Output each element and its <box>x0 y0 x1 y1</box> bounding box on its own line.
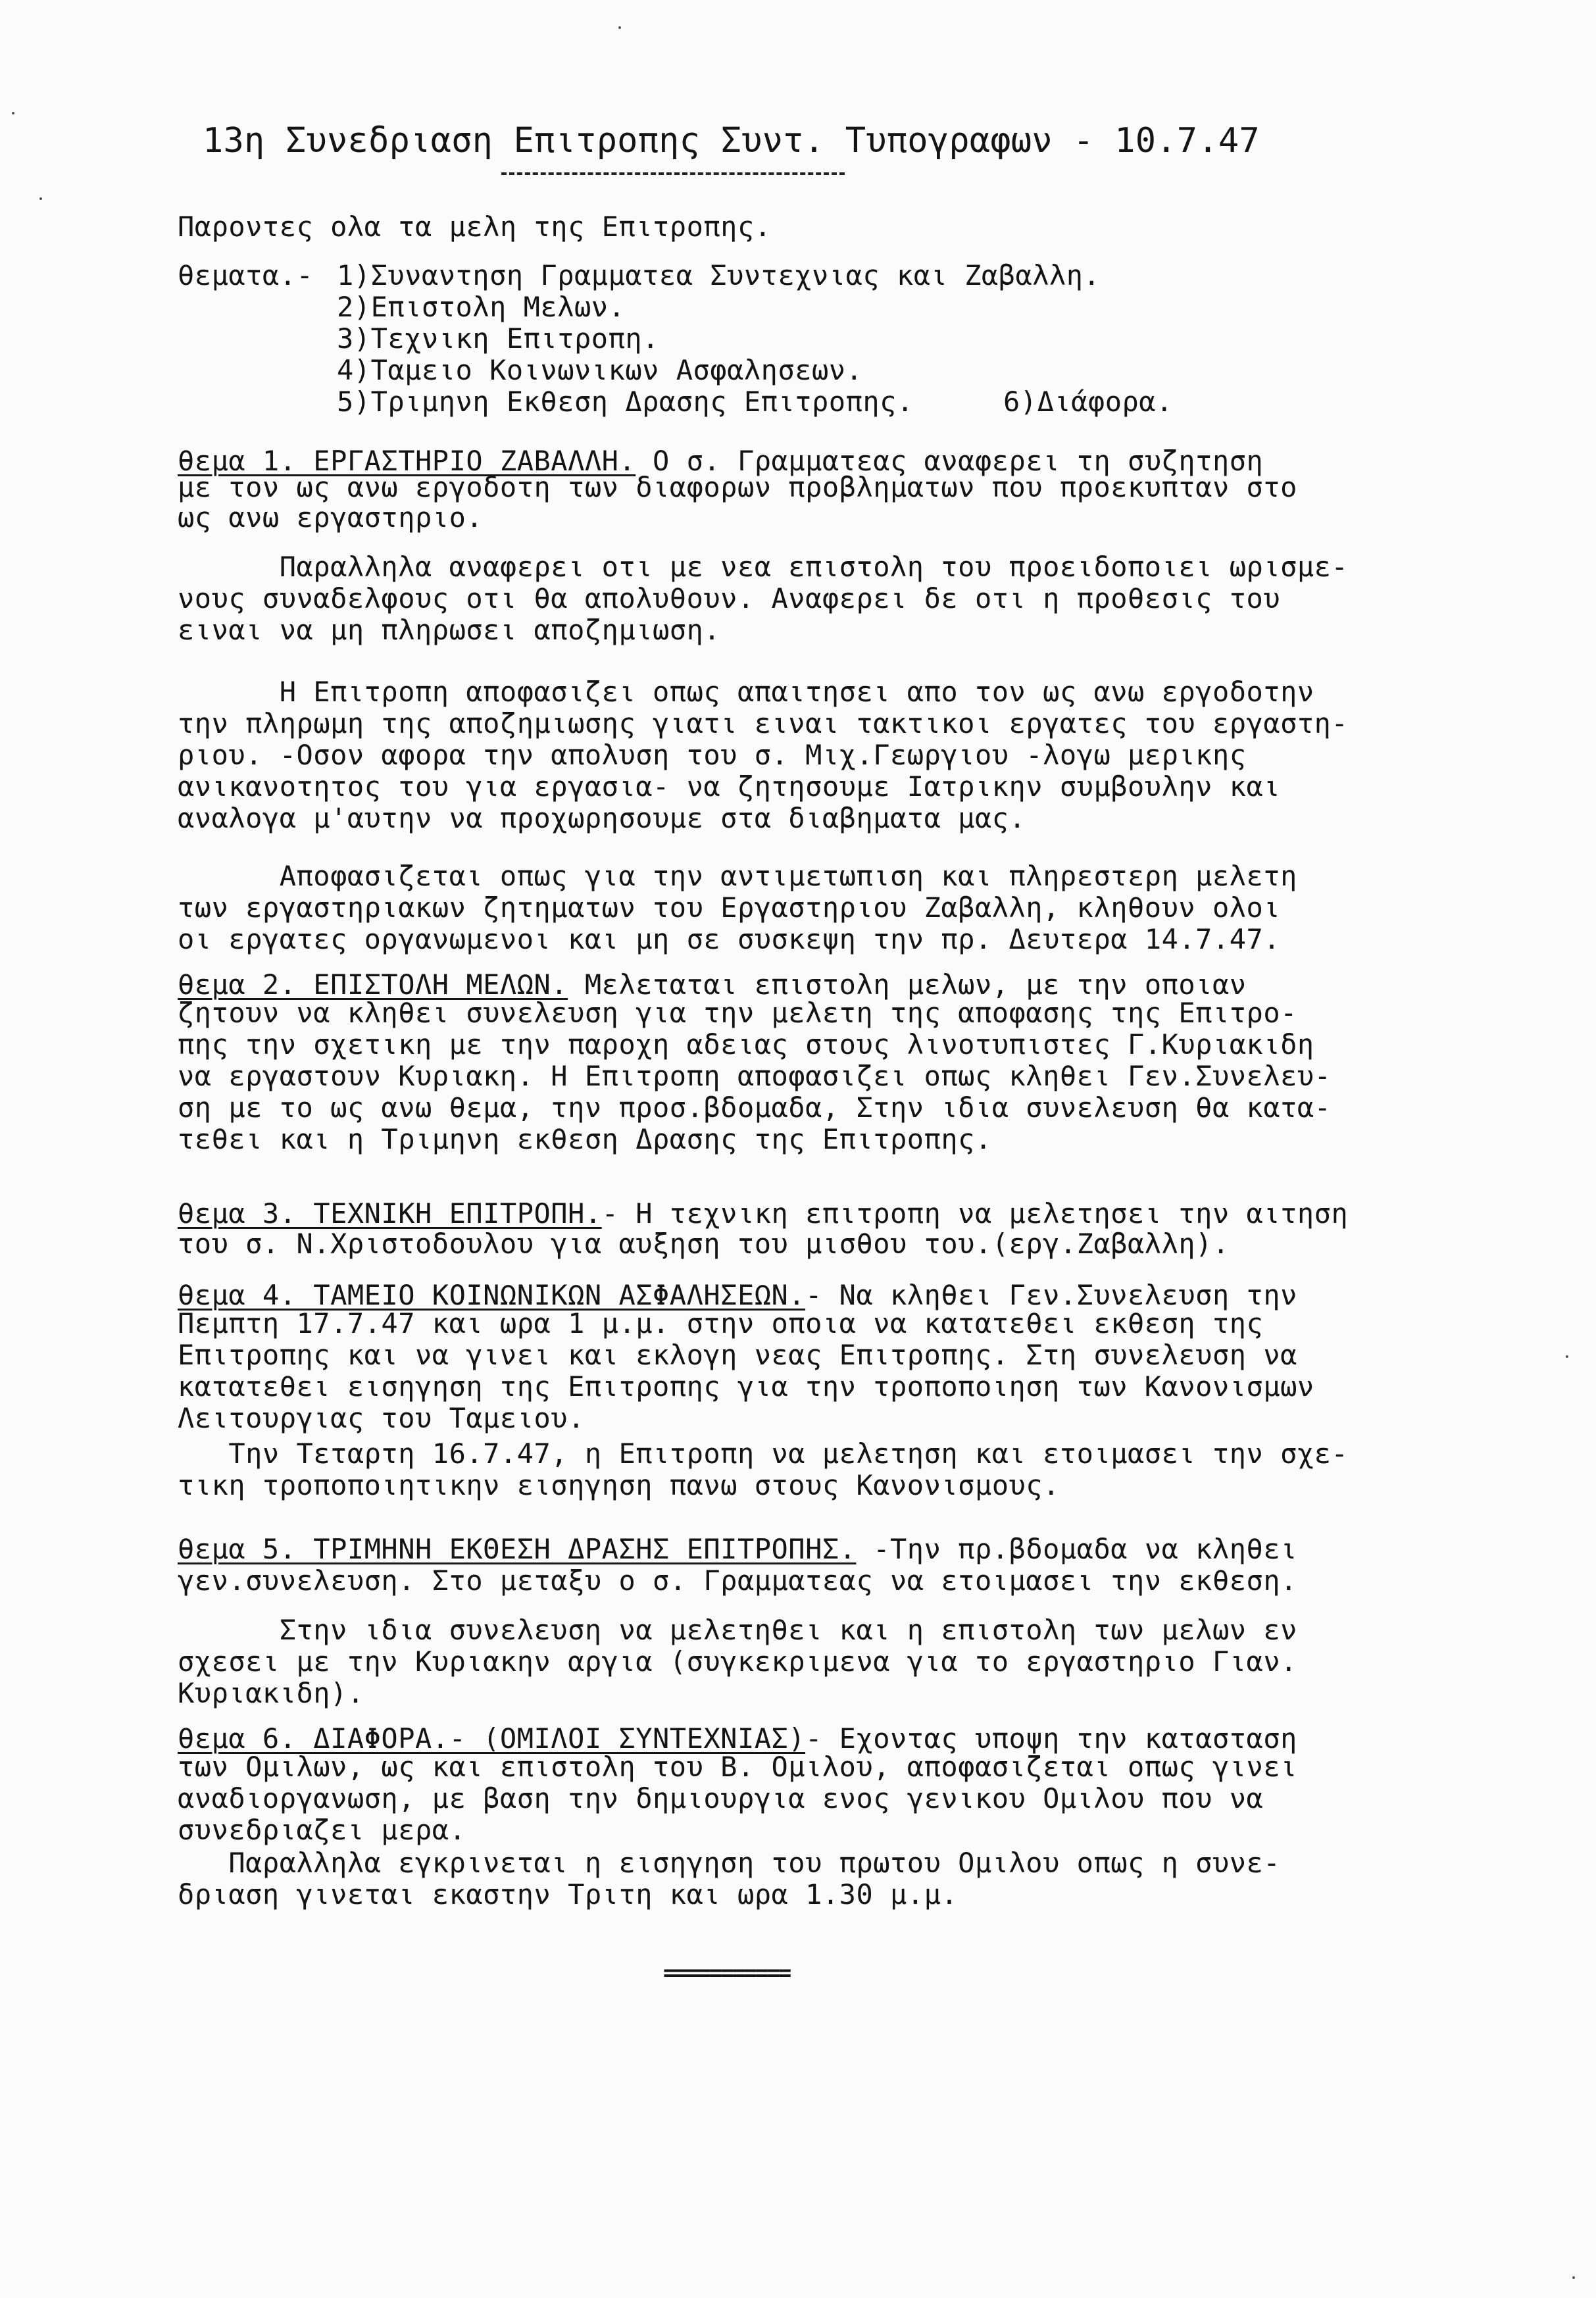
topic-3-paragraph: του σ. Ν.Χριστοδουλου για αυξηση του μισθου του.(εργ.Ζαβαλλη). <box>178 1228 1230 1260</box>
topic-1-paragraph: με τον ως ανω εργοδοτη των διαφορων προβληματων που προεκυπταν στο ως ανω εργαστηριο. <box>178 471 1297 534</box>
topic-1-heading: θεμα 1. ΕΡΓΑΣΤΗΡΙΟ ΖΑΒΑΛΛΗ. <box>178 445 636 477</box>
topic-5-heading: θεμα 5. ΤΡΙΜΗΝΗ ΕΚΘΕΣΗ ΔΡΑΣΗΣ ΕΠΙΤΡΟΠΗΣ. <box>178 1533 857 1565</box>
agenda-item: 6)Διάφορα. <box>1003 386 1173 418</box>
topic-3-first-line: θεμα 3. ΤΕΧΝΙΚΗ ΕΠΙΤΡΟΠΗ.- Η τεχνικη επιτροπη να μελετησει την αιτηση <box>178 1197 1349 1230</box>
topic-4-paragraph: Πεμπτη 17.7.47 και ωρα 1 μ.μ. στην οποια να κατατεθει εκθεση της Επιτροπης και να γινει και εκλογη νεας Επιτροπης. Στη συνελευση να κατατεθει εισηγηση της Επιτροπης για την τροποποιηση των Κανονισμων Λειτουργιας του Ταμειου. <box>178 1307 1314 1434</box>
topic-1-paragraph: Αποφασιζεται οπως για την αντιμετωπιση και πληρεστερη μελετη των εργαστηριακων ζητηματων του Εργαστηριου Ζαβαλλη, κληθουν ολοι οι εργατες οργανωμενοι και μη σε συσκεψη την πρ. Δευτερα 14.7.47. <box>178 860 1297 955</box>
topic-6-paragraph: Παραλληλα εγκρινεται η εισηγηση του πρωτου Ομιλου οπως η συνε- δριαση γινεται εκαστην Τριτη και ωρα 1.30 μ.μ. <box>178 1847 1281 1911</box>
topic-6-first-line: θεμα 6. ΔΙΑΦΟΡΑ.- (ΟΜΙΛΟΙ ΣΥΝΤΕΧΝΙΑΣ)- Εχοντας υποψη την κατασταση <box>178 1722 1297 1755</box>
topic-2-first-line: θεμα 2. ΕΠΙΣΤΟΛΗ ΜΕΛΩΝ. Μελεταται επιστολη μελων, με την οποιαν <box>178 968 1247 1001</box>
attendance-line: Παροντες ολα τα μελη της Επιτροπης. <box>178 211 772 243</box>
scan-speck <box>12 112 14 114</box>
end-mark: =========== <box>663 1960 790 1986</box>
agenda-item: 3)Τεχνικη Επιτροπη. <box>337 322 659 355</box>
topic-1-paragraph: Παραλληλα αναφερει οτι με νεα επιστολη του προειδοποιει ωρισμε- νους συναδελφους οτι θα απολυθουν. Αναφερει δε οτι η προθεσις του ειναι να μη πληρωσει αποζημιωση. <box>178 551 1349 646</box>
topic-6-heading: θεμα 6. ΔΙΑΦΟΡΑ.- (ΟΜΙΛΟΙ ΣΥΝΤΕΧΝΙΑΣ) <box>178 1722 806 1755</box>
topic-4-first-line: θεμα 4. ΤΑΜΕΙΟ ΚΟΙΝΩΝΙΚΩΝ ΑΣΦΑΛΗΣΕΩΝ.- Να κληθει Γεν.Συνελευση την <box>178 1279 1297 1311</box>
topic-3-heading: θεμα 3. ΤΕΧΝΙΚΗ ΕΠΙΤΡΟΠΗ. <box>178 1197 602 1230</box>
agenda-label: θεματα.- <box>178 259 314 291</box>
scan-speck <box>39 197 42 200</box>
topic-1-first-line: θεμα 1. ΕΡΓΑΣΤΗΡΙΟ ΖΑΒΑΛΛΗ. Ο σ. Γραμματεας αναφερει τη συζητηση <box>178 445 1264 477</box>
topic-4-paragraph: Την Τεταρτη 16.7.47, η Επιτροπη να μελετηση και ετοιμασει την σχε- τικη τροποποιητικην εισηγηση πανω στους Κανονισμους. <box>178 1437 1349 1501</box>
topic-5-paragraph: Στην ιδια συνελευση να μελετηθει και η επιστολη των μελων εν σχεσει με την Κυριακην αργια (συγκεκριμενα για το εργαστηριο Γιαν. Κυριακιδη). <box>178 1614 1297 1709</box>
scan-speck <box>1566 1355 1568 1358</box>
topic-2-paragraph: ζητουν να κληθει συνελευση για την μελετη της αποφασης της Επιτρο- πης την σχετικη με την παροχη αδειας στους λινοτυπιστες Γ.Κυριακιδη να εργαστουν Κυριακη. Η Επιτροπη αποφασιζει οπως κληθει Γεν.Συνελευ- ση με το ως ανω θεμα, την προσ.βδομαδα, Στην ιδια συνελευση θα κατα- τεθει και η Τριμηνη εκθεση Δρασης της Επιτροπης. <box>178 997 1332 1155</box>
agenda-item: 2)Επιστολη Μελων. <box>337 291 626 323</box>
scan-speck <box>1572 2276 1575 2279</box>
topic-1-paragraph: Η Επιτροπη αποφασιζει οπως απαιτησει απο τον ως ανω εργοδοτην την πληρωμη της αποζημιωσης γιατι ειναι τακτικοι εργατες του εργαστη- ριου. -Οσον αφορα την απολυση του σ. Μιχ.Γεωργιου -λογω μερικης ανικανοτητος του για εργασια- να ζητησουμε Ιατρικην συμβουλην και αναλογα μ'αυτην να προχωρησουμε στα διαβηματα μας. <box>178 676 1349 834</box>
agenda-item: 4)Ταμειο Κοινωνικων Ασφαλησεων. <box>337 354 863 386</box>
topic-6-paragraph: των Ομιλων, ως και επιστολη του Β. Ομιλου, αποφασιζεται οπως γινει αναδιοργανωση, με βαση την δημιουργια ενος γενικου Ομιλου που να συνεδριαζει μερα. <box>178 1751 1297 1846</box>
topic-5-paragraph: γεν.συνελευση. Στο μεταξυ ο σ. Γραμματεας να ετοιμασει την εκθεση. <box>178 1564 1297 1597</box>
topic-2-heading: θεμα 2. ΕΠΙΣΤΟΛΗ ΜΕΛΩΝ. <box>178 968 568 1001</box>
document-title: 13η Συνεδριαση Επιτροπης Συντ. Τυπογραφων - 10.7.47 <box>203 121 1260 161</box>
topic-5-first-line: θεμα 5. ΤΡΙΜΗΝΗ ΕΚΘΕΣΗ ΔΡΑΣΗΣ ΕΠΙΤΡΟΠΗΣ. -Την πρ.βδομαδα να κληθει <box>178 1533 1297 1565</box>
agenda-item: 1)Συναντηση Γραμματεα Συντεχνιας και Ζαβαλλη. <box>337 259 1101 291</box>
agenda-item: 5)Τριμηνη Εκθεση Δρασης Επιτροπης. <box>337 386 914 418</box>
topic-4-heading: θεμα 4. ΤΑΜΕΙΟ ΚΟΙΝΩΝΙΚΩΝ ΑΣΦΑΛΗΣΕΩΝ. <box>178 1279 806 1311</box>
title-underline <box>501 172 845 175</box>
scan-speck <box>618 26 621 29</box>
